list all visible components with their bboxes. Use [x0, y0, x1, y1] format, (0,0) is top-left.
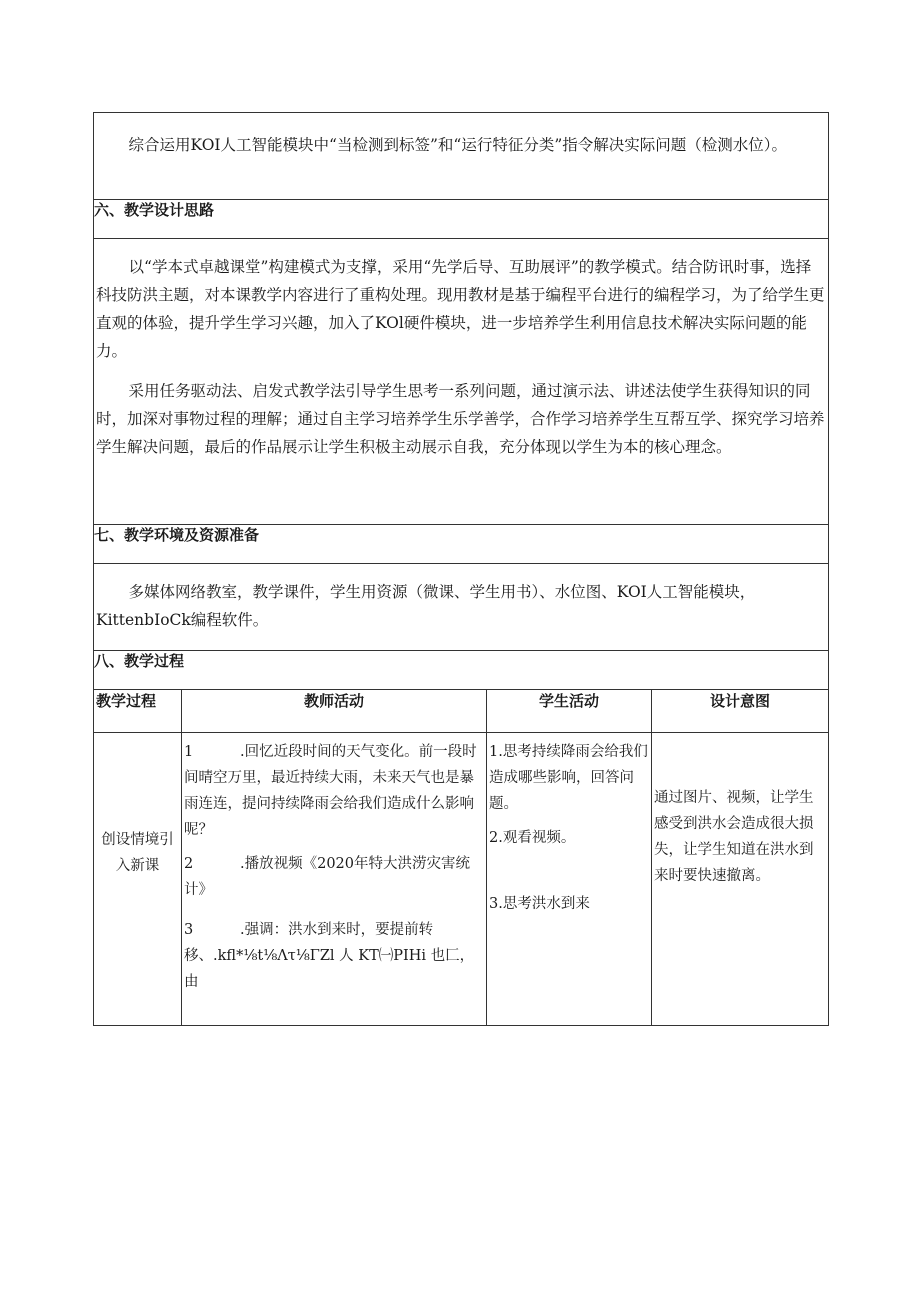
section6-paragraph-1: 以“学本式卓越课堂”构建模式为支撑，采用“先学后导、互助展评”的教学模式。结合防讯时事，选择科技防洪主题，对本课教学内容进行了重构处理。现用教材是基于编程平台进行的编程学习，为了给学生更直观的体验，提升学生学习兴趣，加入了KOl硬件模块，进一步培养学生利用信息技术解决实际问题的能力。 — [96, 258, 825, 360]
lesson-plan-table — [93, 112, 829, 1026]
section7-paragraph: 多媒体网络教室，教学课件，学生用资源（微课、学生用书）、水位图、KOI人工智能模块，KittenbIoCk编程软件。 — [96, 583, 756, 629]
objectives-tail-text: 综合运用KOI人工智能模块中“当检测到标签”和“运行特征分类”指令解决实际问题（检测水位）。 — [128, 136, 787, 154]
stage-cell — [94, 733, 182, 1026]
objectives-row — [94, 113, 829, 200]
student-item-1: 1.思考持续降雨会给我们造成哪些影响，回答问题。 — [489, 744, 648, 812]
teacher-item-1: 1 .回忆近段时间的天气变化。前一段时间晴空万里，最近持续大雨，未来天气也是暴雨连连，提问持续降雨会给我们造成什么影响呢？ — [184, 744, 477, 838]
header-teacher-activity: 教师活动 — [182, 690, 487, 733]
section6-title: 六、教学设计思路 — [94, 200, 829, 239]
teacher-activity-cell — [182, 733, 487, 1026]
header-design-intent: 设计意图 — [652, 690, 829, 733]
process-header-row — [94, 690, 829, 733]
design-intent-text: 通过图片、视频，让学生感受到洪水会造成很大损失，让学生知道在洪水到来时要快速撤离。 — [654, 790, 814, 884]
stage-label: 创设情境引入新课 — [101, 832, 174, 874]
teacher-item-3: 3 .强调：洪水到来时，要提前转移、.kfl*⅛t⅛Λτ⅛ΓZl 人 KT㈠PIHi 也匚，由 — [184, 922, 475, 990]
section6-paragraph-2: 采用任务驱动法、启发式教学法引导学生思考一系列问题，通过演示法、讲述法使学生获得知识的同时，加深对事物过程的理解；通过自主学习培养学生乐学善学，合作学习培养学生互帮互学、探究学习培养学生解决问题，最后的作品展示让学生积极主动展示自我，充分体现以学生为本的核心理念。 — [96, 382, 825, 456]
teacher-item-2: 2 .播放视频《2020年特大洪涝灾害统计》 — [184, 856, 471, 898]
header-student-activity: 学生活动 — [487, 690, 652, 733]
student-item-3: 3.思考洪水到来 — [489, 896, 590, 912]
section7-title: 七、教学环境及资源准备 — [94, 525, 829, 564]
student-item-2: 2.观看视频。 — [489, 830, 576, 846]
section6-body-row — [94, 239, 829, 525]
header-stage: 教学过程 — [94, 690, 182, 733]
document-page — [93, 112, 828, 1026]
section7-heading-row — [94, 525, 829, 564]
section8-title: 八、教学过程 — [94, 651, 829, 690]
section8-heading-row — [94, 651, 829, 690]
process-row — [94, 733, 829, 1026]
design-intent-cell — [652, 733, 829, 1026]
student-activity-cell — [487, 733, 652, 1026]
section6-heading-row — [94, 200, 829, 239]
section7-body-row — [94, 564, 829, 651]
